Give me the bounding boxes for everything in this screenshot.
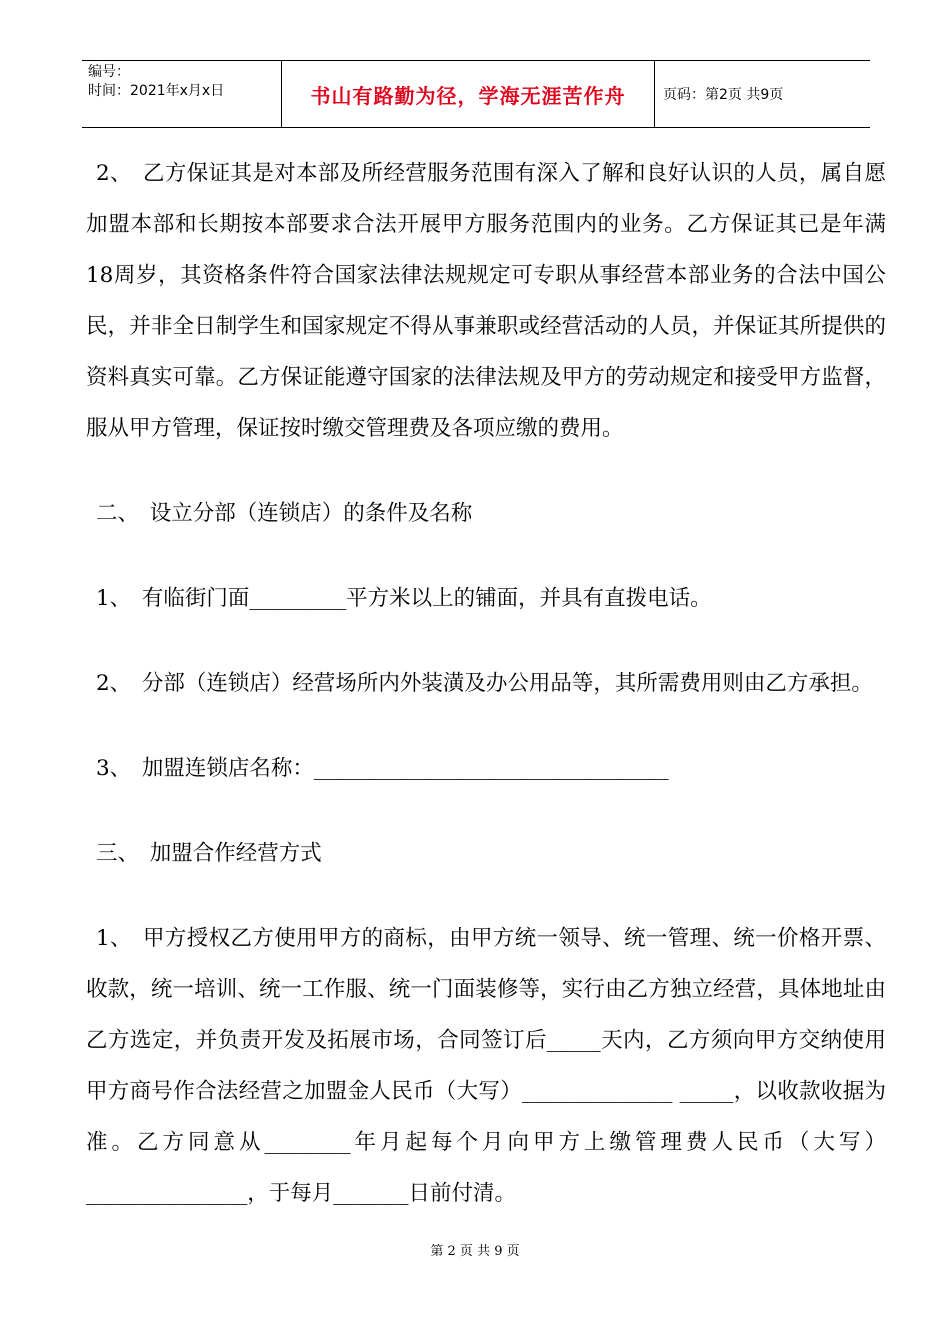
motto-text: 书山有路勤为径，学海无涯苦作舟: [310, 83, 626, 108]
section-heading-2: 二、 设立分部（连锁店）的条件及名称: [96, 501, 473, 526]
paragraph-operation-mode: 1、 甲方授权乙方使用甲方的商标，由甲方统一领导、统一管理、统一价格开票、收款，统一培训、统一工作服、统一门面装修等，实行由乙方独立经营，具体地址由乙方选定，并负责开发及拓展市场，合同签订后_____天内，乙方须向甲方交纳使用甲方商号作合法经营之加盟金人民币（大写）______________ _____，以收款收据为准。乙方同意从________年月起每个月向甲方上缴管理费人民币（大写）_______________，于每月_______日前付清。: [86, 926, 886, 1206]
paragraph-decoration: 2、 分部（连锁店）经营场所内外装潢及办公用品等，其所需费用则由乙方承担。: [96, 671, 873, 696]
paragraph-guarantee: 2、 乙方保证其是对本部及所经营服务范围有深入了解和良好认识的人员，属自愿加盟本部和长期按本部要求合法开展甲方服务范围内的业务。乙方保证其已是年满18周岁，其资格条件符合国家法律法规规定可专职从事经营本部业务的合法中国公民，并非全日制学生和国家规定不得从事兼职或经营活动的人员，并保证其所提供的资料真实可靠。乙方保证能遵守国家的法律法规及甲方的劳动规定和接受甲方监督，服从甲方管理，保证按时缴交管理费及各项应缴的费用。: [86, 161, 886, 441]
header-meta-cell: [82, 61, 282, 127]
header-page-cell: [655, 61, 870, 127]
page-footer: 第 2 页 共 9 页: [430, 1244, 520, 1259]
date-label: 时间：2021年x月x日: [88, 83, 225, 99]
page-header: [82, 60, 870, 128]
page-info: 页码：第2页 共9页: [663, 87, 784, 103]
section-heading-3: 三、 加盟合作经营方式: [96, 841, 322, 866]
paragraph-storefront: 1、 有临街门面_________平方米以上的铺面，并具有直拨电话。: [96, 586, 712, 611]
serial-number-label: 编号：: [88, 64, 130, 80]
header-motto-cell: [282, 61, 655, 127]
document-body: [86, 148, 886, 1219]
paragraph-store-name: 3、 加盟连锁店名称：_________________________________: [96, 756, 669, 781]
